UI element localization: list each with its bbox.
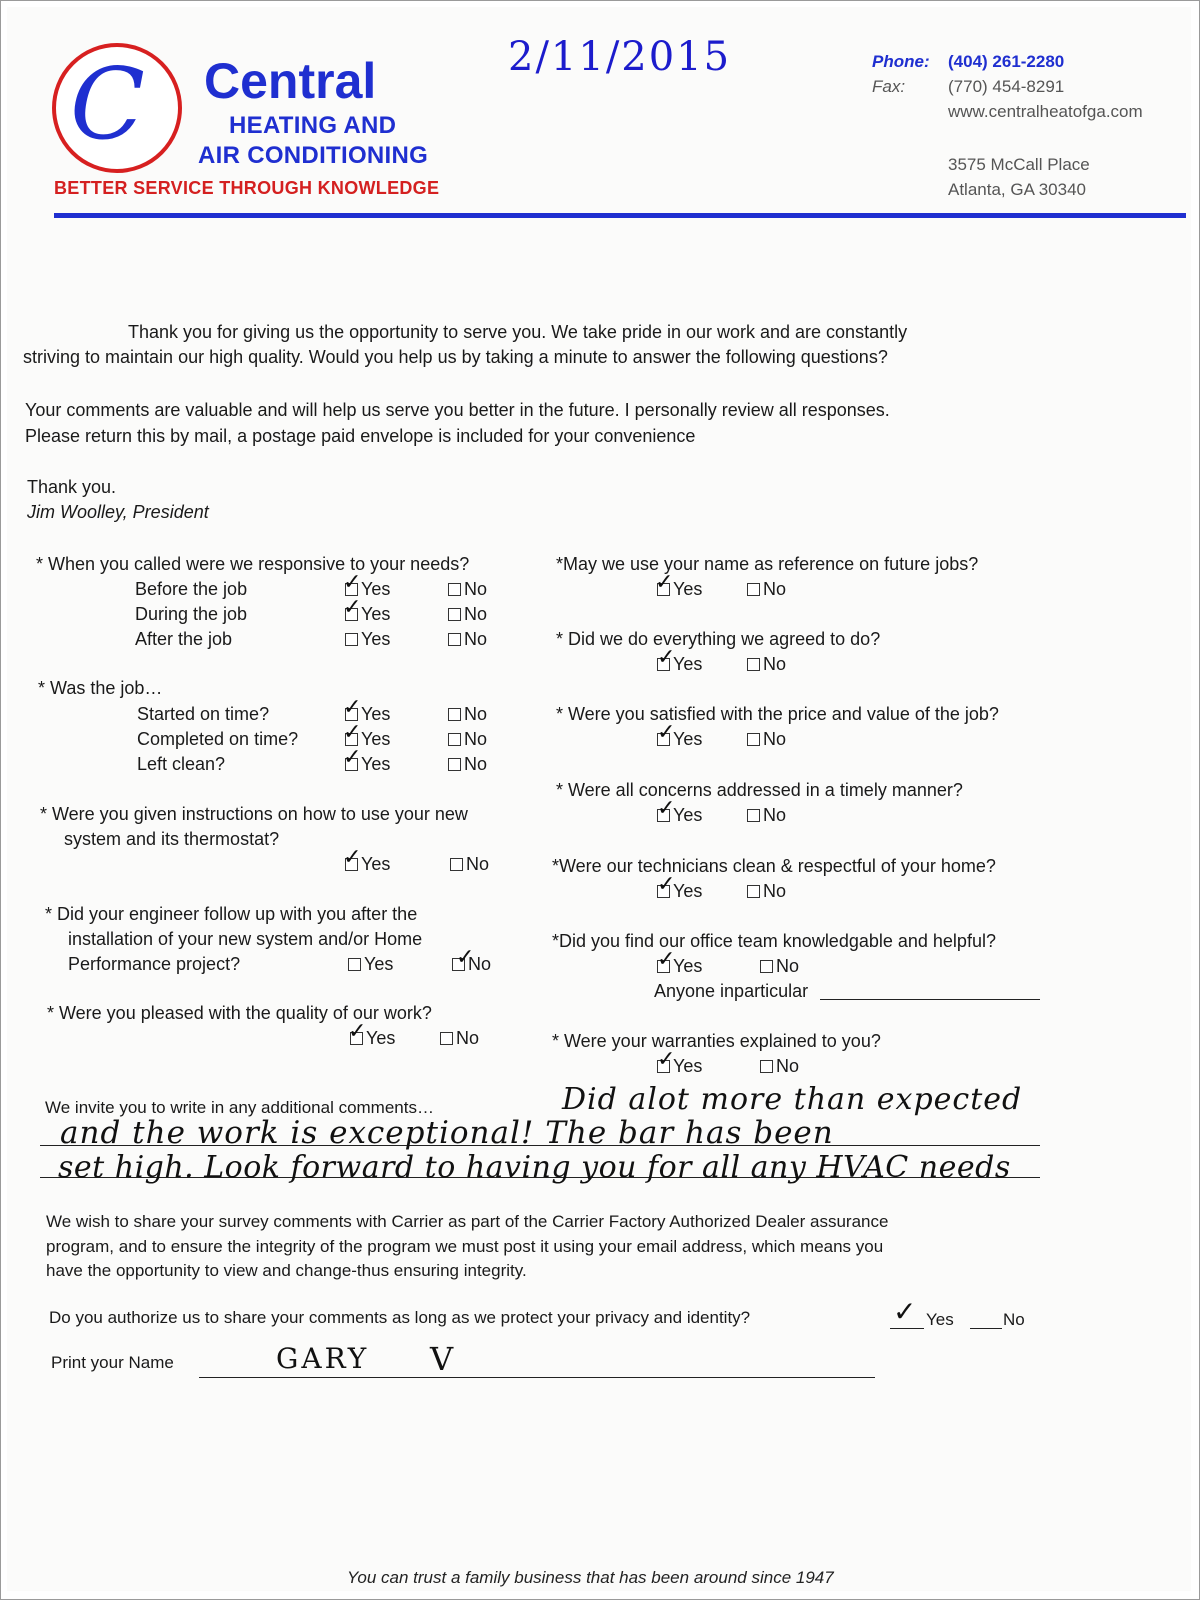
question-concerns: * Were all concerns addressed in a timely manner? <box>556 780 963 800</box>
intro-line1: Thank you for giving us the opportunity to serve you. We take pride in our work and are constantly <box>128 322 908 342</box>
question-instructions-line2: system and its thermostat? <box>64 829 280 849</box>
check-mark-icon: ✓ <box>657 1047 676 1072</box>
checkbox[interactable] <box>348 958 361 971</box>
checkbox[interactable] <box>747 658 760 671</box>
option-label: No <box>464 629 488 649</box>
company-name: Central <box>204 53 377 109</box>
anyone-label: Anyone inparticular <box>654 981 809 1001</box>
row-started-on-time: Started on time? <box>137 704 270 724</box>
option-label: Yes <box>364 954 394 974</box>
row-completed-on-time: Completed on time? <box>137 729 299 749</box>
option-label: No <box>776 956 800 976</box>
option-label: No <box>464 704 488 724</box>
option-label: No <box>776 1056 800 1076</box>
option-no[interactable] <box>448 629 487 650</box>
intro-line3: Your comments are valuable and will help us serve you better in the future. I personally review all responses. <box>25 400 890 420</box>
option-label: Yes <box>673 956 703 976</box>
check-mark-icon: ✓ <box>893 1295 917 1328</box>
handwritten-initial: V <box>430 1340 454 1378</box>
option-label: No <box>763 654 787 674</box>
question-technicians: *Were our technicians clean & respectful of your home? <box>552 856 996 876</box>
row-before-job: Before the job <box>135 579 248 599</box>
signature: Jim Woolley, President <box>27 502 209 522</box>
question-quality: * Were you pleased with the quality of our work? <box>47 1003 432 1023</box>
option-label: No <box>464 729 488 749</box>
option-label: Yes <box>673 805 703 825</box>
checkbox[interactable] <box>747 733 760 746</box>
option-label: No <box>763 881 787 901</box>
carrier-text-line3: have the opportunity to view and change-thus ensuring integrity. <box>46 1261 527 1280</box>
check-mark-icon: ✓ <box>456 945 475 970</box>
check-mark-icon: ✓ <box>657 947 676 972</box>
option-label: No <box>763 805 787 825</box>
checkbox[interactable] <box>448 708 461 721</box>
check-mark-icon: ✓ <box>343 695 362 720</box>
handwritten-comment-line1: Did alot more than expected <box>562 1082 1023 1117</box>
handwritten-comment-line2: and the work is exceptional! The bar has been <box>60 1115 834 1151</box>
option-no[interactable] <box>747 729 786 750</box>
checkbox[interactable] <box>440 1032 453 1045</box>
check-mark-icon: ✓ <box>657 645 676 670</box>
check-mark-icon: ✓ <box>343 595 362 620</box>
option-label: Yes <box>361 629 391 649</box>
option-no[interactable] <box>448 604 487 625</box>
address-line1: 3575 McCall Place <box>948 155 1090 174</box>
question-follow-up-line3: Performance project? <box>68 954 241 974</box>
checkbox[interactable] <box>448 758 461 771</box>
phone-label: Phone: <box>872 52 930 71</box>
handwritten-comment-line3: set high. Look forward to having you for all any HVAC needs <box>58 1150 1011 1185</box>
handwritten-name: GARY <box>276 1342 370 1375</box>
option-no[interactable] <box>448 729 487 750</box>
authorize-yes-label: Yes <box>926 1310 954 1329</box>
check-mark-icon: ✓ <box>343 845 362 870</box>
option-label: No <box>763 729 787 749</box>
option-no[interactable] <box>448 754 487 775</box>
authorize-yes-line[interactable] <box>890 1328 924 1329</box>
authorize-no-line[interactable] <box>970 1328 1002 1329</box>
carrier-text-line1: We wish to share your survey comments with Carrier as part of the Carrier Factory Authorized Dealer assurance <box>46 1212 889 1231</box>
option-label: Yes <box>361 729 391 749</box>
authorize-question: Do you authorize us to share your comments as long as we protect your privacy and identity? <box>49 1308 751 1327</box>
option-no[interactable] <box>747 579 786 600</box>
name-input-line[interactable] <box>199 1377 875 1378</box>
checkbox[interactable] <box>747 809 760 822</box>
check-mark-icon: ✓ <box>343 720 362 745</box>
intro-line4: Please return this by mail, a postage paid envelope is included for your convenience <box>25 426 696 446</box>
question-reference: *May we use your name as reference on future jobs? <box>556 554 979 574</box>
option-label: Yes <box>366 1028 396 1048</box>
carrier-text-line2: program, and to ensure the integrity of the program we must post it using your email address, which means you <box>46 1237 884 1256</box>
thanks-text: Thank you. <box>27 477 117 497</box>
option-label: No <box>464 604 488 624</box>
name-label: Print your Name <box>51 1353 174 1372</box>
option-label: No <box>464 754 488 774</box>
question-warranties: * Were your warranties explained to you? <box>552 1031 881 1051</box>
option-no[interactable] <box>448 579 487 600</box>
footer-text: You can trust a family business that has been around since 1947 <box>347 1568 834 1587</box>
check-mark-icon: ✓ <box>657 720 676 745</box>
option-label: Yes <box>673 1056 703 1076</box>
comments-prompt: We invite you to write in any additional comments… <box>45 1098 434 1117</box>
question-follow-up-line2: installation of your new system and/or Home <box>68 929 423 949</box>
checkbox[interactable] <box>448 733 461 746</box>
option-label: No <box>456 1028 480 1048</box>
question-instructions: * Were you given instructions on how to use your new <box>40 804 468 824</box>
checkbox[interactable] <box>345 633 358 646</box>
option-label: Yes <box>361 854 391 874</box>
option-no[interactable] <box>760 956 799 977</box>
check-mark-icon: ✓ <box>657 796 676 821</box>
option-label: Yes <box>361 754 391 774</box>
option-label: No <box>468 954 492 974</box>
question-responsive: * When you called were we responsive to your needs? <box>36 554 470 574</box>
option-no[interactable] <box>747 805 786 826</box>
check-mark-icon: ✓ <box>348 1019 367 1044</box>
row-left-clean: Left clean? <box>137 754 226 774</box>
question-was-job: * Was the job… <box>38 678 163 698</box>
option-no[interactable] <box>450 854 489 875</box>
company-website: www.centralheatofga.com <box>948 102 1143 121</box>
header-rule <box>54 213 1186 218</box>
row-after-job: After the job <box>135 629 233 649</box>
checkbox[interactable] <box>760 960 773 973</box>
intro-line2: striving to maintain our high quality. Would you help us by taking a minute to answer the following questions? <box>23 347 888 367</box>
question-office-team: *Did you find our office team knowledgable and helpful? <box>552 931 996 951</box>
company-tagline: BETTER SERVICE THROUGH KNOWLEDGE <box>54 178 440 198</box>
option-label: Yes <box>673 881 703 901</box>
handwritten-date: 2/11/2015 <box>508 34 732 80</box>
anyone-input-line[interactable] <box>820 999 1040 1000</box>
option-label: Yes <box>361 579 391 599</box>
option-yes[interactable] <box>345 629 390 650</box>
checkbox[interactable] <box>448 608 461 621</box>
question-price-value: * Were you satisfied with the price and value of the job? <box>556 704 999 724</box>
check-mark-icon: ✓ <box>655 570 674 595</box>
option-no[interactable] <box>747 881 786 902</box>
fax-label: Fax: <box>872 77 906 96</box>
checkbox[interactable] <box>448 583 461 596</box>
option-label: No <box>466 854 490 874</box>
option-label: Yes <box>361 604 391 624</box>
address-line2: Atlanta, GA 30340 <box>948 180 1086 199</box>
option-label: Yes <box>673 654 703 674</box>
option-label: No <box>464 579 488 599</box>
checkbox[interactable] <box>760 1060 773 1073</box>
checkbox[interactable] <box>450 858 463 871</box>
checkbox[interactable] <box>747 583 760 596</box>
option-no[interactable] <box>448 704 487 725</box>
option-label: Yes <box>361 704 391 724</box>
option-label: Yes <box>673 729 703 749</box>
fax-number: (770) 454-8291 <box>948 77 1065 96</box>
option-label: No <box>763 579 787 599</box>
row-during-job: During the job <box>135 604 248 624</box>
option-no[interactable] <box>440 1028 479 1049</box>
question-follow-up: * Did your engineer follow up with you after the <box>45 904 418 924</box>
logo-letter: C <box>70 48 145 162</box>
check-mark-icon: ✓ <box>657 872 676 897</box>
company-name-line3: AIR CONDITIONING <box>198 142 429 169</box>
question-agreed: * Did we do everything we agreed to do? <box>556 629 881 649</box>
checkbox[interactable] <box>747 885 760 898</box>
option-label: Yes <box>673 579 703 599</box>
check-mark-icon: ✓ <box>343 570 362 595</box>
checkbox[interactable] <box>448 633 461 646</box>
option-no[interactable] <box>760 1056 799 1077</box>
phone-number: (404) 261-2280 <box>948 52 1065 71</box>
company-name-line2: HEATING AND <box>229 112 397 139</box>
authorize-no-label: No <box>1003 1310 1025 1329</box>
option-yes[interactable] <box>348 954 393 975</box>
check-mark-icon: ✓ <box>343 745 362 770</box>
option-no[interactable] <box>747 654 786 675</box>
